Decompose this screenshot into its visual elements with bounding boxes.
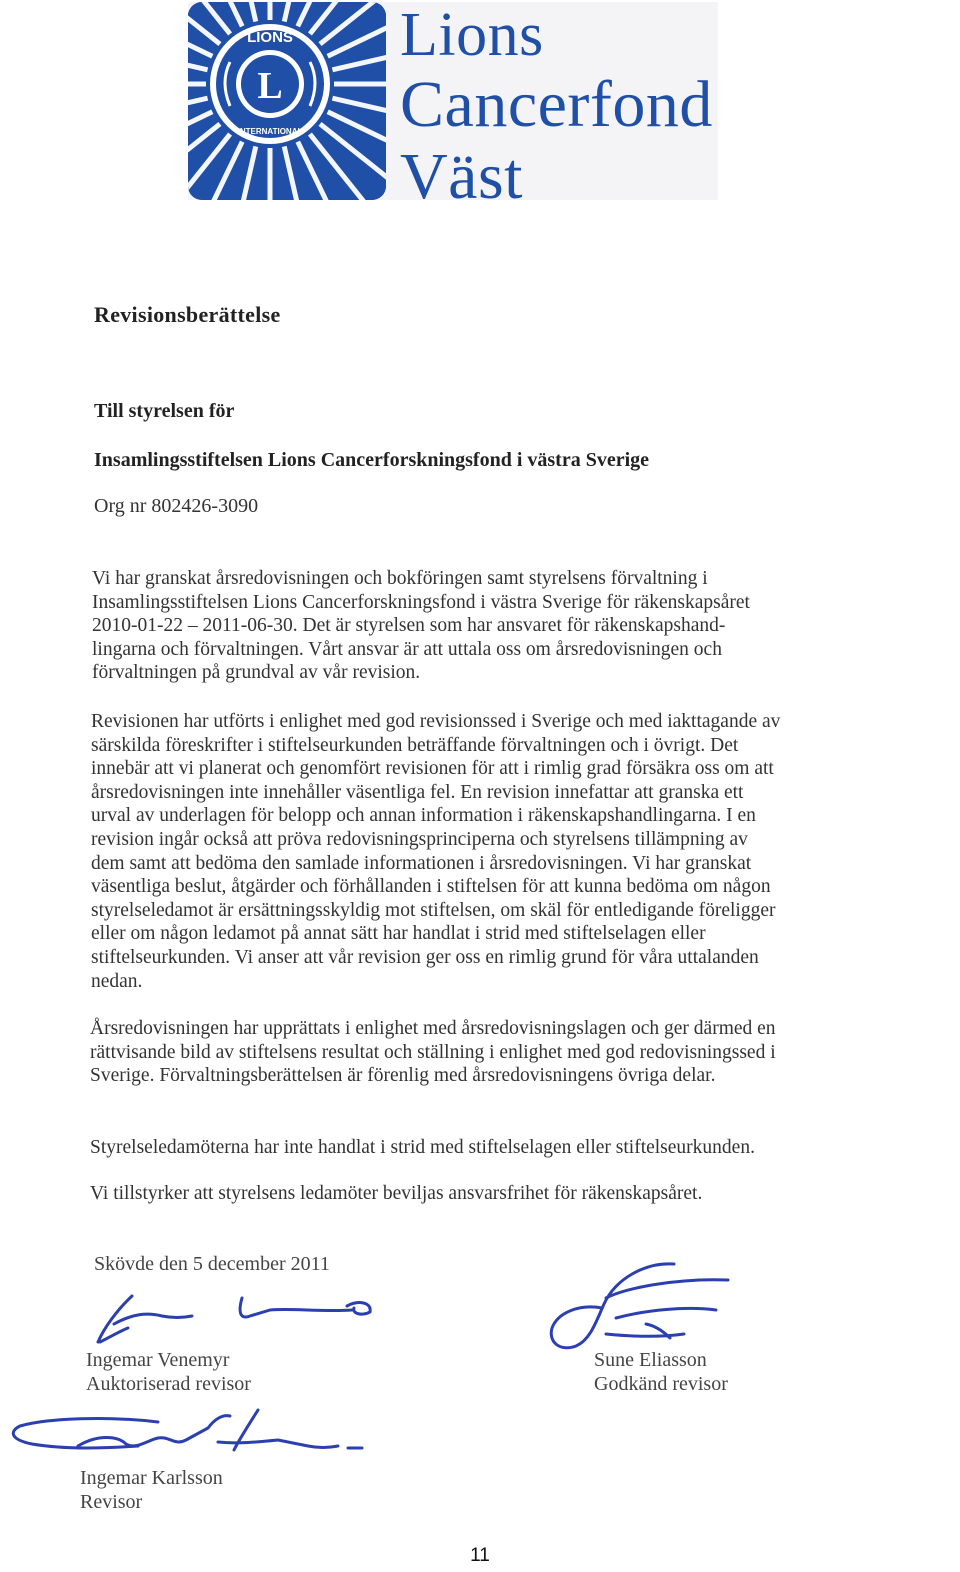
signer-name: Sune Eliasson: [594, 1349, 707, 1371]
signer-role: Auktoriserad revisor: [86, 1373, 251, 1395]
document-title: Revisionsberättelse: [94, 302, 281, 327]
svg-text:L: L: [257, 65, 283, 107]
addressee-line-1: Till styrelsen för: [94, 400, 235, 422]
text-line: nedan.: [91, 970, 143, 992]
text-line: Årsredovisningen har upprättats i enlighet med årsredovisningslagen och ger därmed en: [90, 1018, 776, 1039]
addressee-line-2: Insamlingsstiftelsen Lions Cancerforskningsfond i västra Sverige: [94, 449, 650, 471]
text-line: Vi har granskat årsredovisningen och bokföringen samt styrelsens förvaltning i: [92, 568, 708, 589]
lions-cancerfond-logo: [188, 1, 718, 213]
signature-karlsson-image: [8, 1406, 368, 1470]
place-date: Skövde den 5 december 2011: [94, 1253, 330, 1275]
org-number: Org nr 802426-3090: [94, 495, 259, 517]
text-line: 2010-01-22 – 2011-06-30. Det är styrelsen som har ansvaret för räkenskapshand-: [92, 615, 726, 637]
logo-line-2: Cancerfond: [400, 68, 713, 141]
text-line: styrelseledamot är ersättningsskyldig mot stiftelsen, om skäl för entledigande föreligger: [91, 899, 776, 921]
text-line: lingarna och förvaltningen. Vårt ansvar är att uttala oss om årsredovisningen och: [92, 638, 722, 660]
lions-emblem-icon: [188, 2, 386, 200]
logo-wordmark: [400, 1, 713, 213]
text-line: Vi tillstyrker att styrelsens ledamöter beviljas ansvarsfrihet för räkenskapsåret.: [90, 1183, 703, 1204]
signer-eliasson: [594, 1348, 728, 1396]
text-line: förvaltningen på grundval av vår revision.: [92, 662, 421, 684]
svg-text:LIONS: LIONS: [247, 29, 293, 46]
text-line: stiftelseurkunden. Vi anser att vår revision ger oss en rimlig grund för våra uttalanden: [91, 946, 759, 968]
logo-line-1: Lions: [400, 1, 544, 69]
text-line: revision ingår också att pröva redovisningsprinciperna och styrelsens tillämpning av: [91, 828, 748, 850]
text-line: Insamlingsstiftelsen Lions Cancerforskningsfond i västra Sverige för räkenskapsåret: [92, 591, 750, 613]
text-line: innebär att vi planerat och genomfört revisionen för att i rimlig grad försäkra oss om att: [91, 758, 774, 780]
svg-text:INTERNATIONAL: INTERNATIONAL: [237, 127, 303, 136]
paragraph-board-conduct: [90, 1136, 755, 1160]
text-line: Sverige. Förvaltningsberättelsen är förenlig med årsredovisningens övriga delar.: [90, 1065, 716, 1087]
paragraph-discharge: [90, 1182, 702, 1206]
text-line: Revisionen har utförts i enlighet med god revisionssed i Sverige och med iakttagande av: [91, 711, 781, 732]
text-line: väsentliga beslut, åtgärder och förhållanden i stiftelsen för att kunna bedöma om någon: [91, 876, 771, 898]
text-line: urval av underlagen för belopp och annan information i räkenskapshandlingarna. I en: [91, 805, 756, 827]
logo-line-3: Väst: [400, 140, 523, 213]
signer-role: Revisor: [80, 1491, 143, 1513]
paragraph-annual-report: [90, 1017, 776, 1088]
signer-karlsson: [80, 1466, 223, 1514]
text-line: årsredovisningen inte innehåller väsentliga fel. En revision innefattar att granska ett: [91, 781, 744, 803]
signer-venemyr: [86, 1348, 251, 1396]
text-line: Styrelseledamöterna har inte handlat i strid med stiftelselagen eller stiftelseurkunden.: [90, 1137, 755, 1158]
page-number: 11: [470, 1545, 490, 1566]
signer-name: Ingemar Venemyr: [86, 1349, 230, 1371]
text-line: särskilda föreskrifter i stiftelseurkunden beträffande förvaltningen och i övrigt. Det: [91, 734, 739, 756]
signature-eliasson-image: [546, 1258, 736, 1354]
signer-role: Godkänd revisor: [594, 1373, 728, 1395]
paragraph-scope: [92, 567, 750, 685]
paragraph-method: [91, 710, 780, 993]
signer-name: Ingemar Karlsson: [80, 1467, 223, 1489]
signature-venemyr-image: [92, 1290, 382, 1350]
text-line: eller om någon ledamot på annat sätt har handlat i strid med stiftelselagen eller: [91, 923, 706, 945]
text-line: rättvisande bild av stiftelsens resultat och ställning i enlighet med god redovisningssed i: [90, 1041, 776, 1063]
text-line: dem samt att bedöma den samlade informationen i årsredovisningen. Vi har granskat: [91, 852, 752, 874]
